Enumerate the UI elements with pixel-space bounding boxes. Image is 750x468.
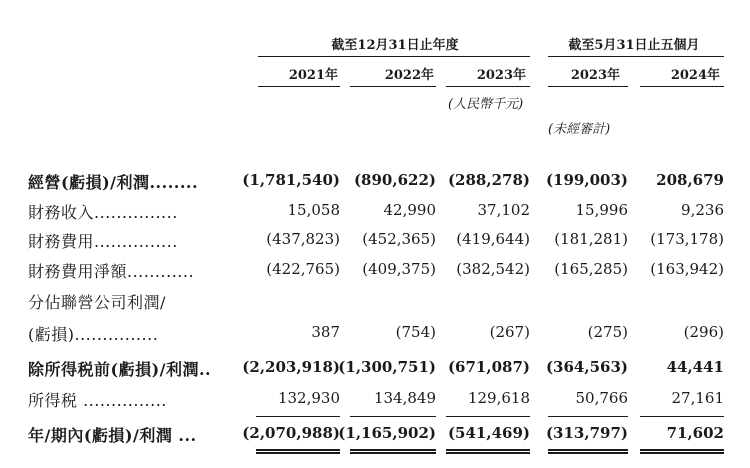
year-header-2023: 2023年 — [476, 68, 526, 83]
cell-loss-profit-before-tax-col3: (671,087) — [447, 358, 530, 376]
year-underline-2023 — [446, 86, 530, 87]
cell-finance-costs-col4: (181,281) — [554, 230, 628, 248]
cell-loss-profit-before-tax-col5: 44,441 — [666, 358, 724, 376]
cell-net-finance-costs-col2: (409,375) — [362, 260, 436, 278]
year-underline-2022 — [350, 86, 436, 87]
cell-loss-profit-for-period-col1: (2,070,988) — [242, 424, 340, 442]
total-double-rule-col2 — [350, 449, 436, 454]
cell-income-tax-col5: 27,161 — [671, 389, 724, 407]
group-header-fiscal-year: 截至12月31日止年度 — [331, 38, 459, 53]
year-header-2024-five-months: 2024年 — [670, 68, 720, 83]
subtotal-rule-col4 — [548, 416, 628, 417]
group-header-five-months: 截至5月31日止五個月 — [568, 38, 700, 53]
year-underline-2024-five-months — [640, 86, 724, 87]
cell-loss-profit-for-period-col4: (313,797) — [545, 424, 628, 442]
cell-loss-profit-for-period-col2: (1,165,902) — [338, 424, 436, 442]
cell-operating-loss-profit-col2: (890,622) — [353, 171, 436, 189]
subtotal-rule-col5 — [640, 416, 724, 417]
cell-finance-costs-col5: (173,178) — [650, 230, 724, 248]
row-label-loss-profit-for-period: 年/期內(虧損)/利潤 ... — [28, 426, 197, 445]
cell-net-finance-costs-col1: (422,765) — [266, 260, 340, 278]
cell-net-finance-costs-col3: (382,542) — [456, 260, 530, 278]
cell-net-finance-costs-col5: (163,942) — [650, 260, 724, 278]
cell-operating-loss-profit-col3: (288,278) — [447, 171, 530, 189]
row-label-net-finance-costs: 財務費用淨額............ — [28, 262, 195, 281]
cell-finance-income-col3: 37,102 — [477, 201, 530, 219]
cell-share-of-associates-cont-col2: (754) — [395, 323, 436, 341]
cell-loss-profit-before-tax-col1: (2,203,918) — [242, 358, 340, 376]
row-label-operating-loss-profit: 經營(虧損)/利潤........ — [28, 173, 199, 192]
cell-finance-income-col2: 42,990 — [383, 201, 436, 219]
cell-share-of-associates-cont-col3: (267) — [489, 323, 530, 341]
group-underline-five-months — [548, 56, 724, 57]
row-label-share-of-associates: 分佔聯營公司利潤/ — [28, 293, 166, 312]
year-underline-2021 — [258, 86, 340, 87]
row-label-loss-profit-before-tax: 除所得税前(虧損)/利潤.. — [28, 360, 212, 379]
cell-income-tax-col1: 132,930 — [277, 389, 340, 407]
row-label-share-of-associates-cont: (虧損)............... — [28, 325, 159, 344]
cell-loss-profit-before-tax-col2: (1,300,751) — [338, 358, 436, 376]
cell-net-finance-costs-col4: (165,285) — [554, 260, 628, 278]
cell-finance-income-col4: 15,996 — [575, 201, 628, 219]
cell-income-tax-col4: 50,766 — [575, 389, 628, 407]
total-double-rule-col5 — [640, 449, 724, 454]
cell-share-of-associates-cont-col5: (296) — [683, 323, 724, 341]
row-label-income-tax: 所得税 ............... — [28, 391, 167, 410]
subtotal-rule-col1 — [256, 416, 340, 417]
year-header-2021: 2021年 — [288, 68, 338, 83]
row-label-finance-costs: 財務費用............... — [28, 232, 178, 251]
year-header-2022: 2022年 — [384, 68, 434, 83]
total-double-rule-col4 — [548, 449, 628, 454]
cell-finance-costs-col1: (437,823) — [266, 230, 340, 248]
year-underline-2023-five-months — [548, 86, 628, 87]
cell-operating-loss-profit-col4: (199,003) — [545, 171, 628, 189]
cell-finance-costs-col2: (452,365) — [362, 230, 436, 248]
cell-share-of-associates-cont-col4: (275) — [587, 323, 628, 341]
cell-income-tax-col3: 129,618 — [467, 389, 530, 407]
cell-finance-income-col5: 9,236 — [681, 201, 724, 219]
cell-operating-loss-profit-col5: 208,679 — [656, 171, 724, 189]
subtotal-rule-col3 — [446, 416, 530, 417]
subtotal-rule-col2 — [350, 416, 436, 417]
cell-finance-income-col1: 15,058 — [287, 201, 340, 219]
total-double-rule-col3 — [446, 449, 530, 454]
unaudited-note: (未經審計) — [548, 122, 611, 137]
row-label-finance-income: 財務收入............... — [28, 203, 178, 222]
cell-loss-profit-for-period-col3: (541,469) — [447, 424, 530, 442]
cell-income-tax-col2: 134,849 — [373, 389, 436, 407]
cell-share-of-associates-cont-col1: 387 — [311, 323, 340, 341]
cell-loss-profit-before-tax-col4: (364,563) — [545, 358, 628, 376]
cell-operating-loss-profit-col1: (1,781,540) — [242, 171, 340, 189]
cell-loss-profit-for-period-col5: 71,602 — [666, 424, 724, 442]
cell-finance-costs-col3: (419,644) — [456, 230, 530, 248]
unit-note: (人民幣千元) — [448, 97, 524, 112]
year-header-2023-five-months: 2023年 — [570, 68, 620, 83]
group-underline-fiscal-year — [258, 56, 530, 57]
total-double-rule-col1 — [256, 449, 340, 454]
